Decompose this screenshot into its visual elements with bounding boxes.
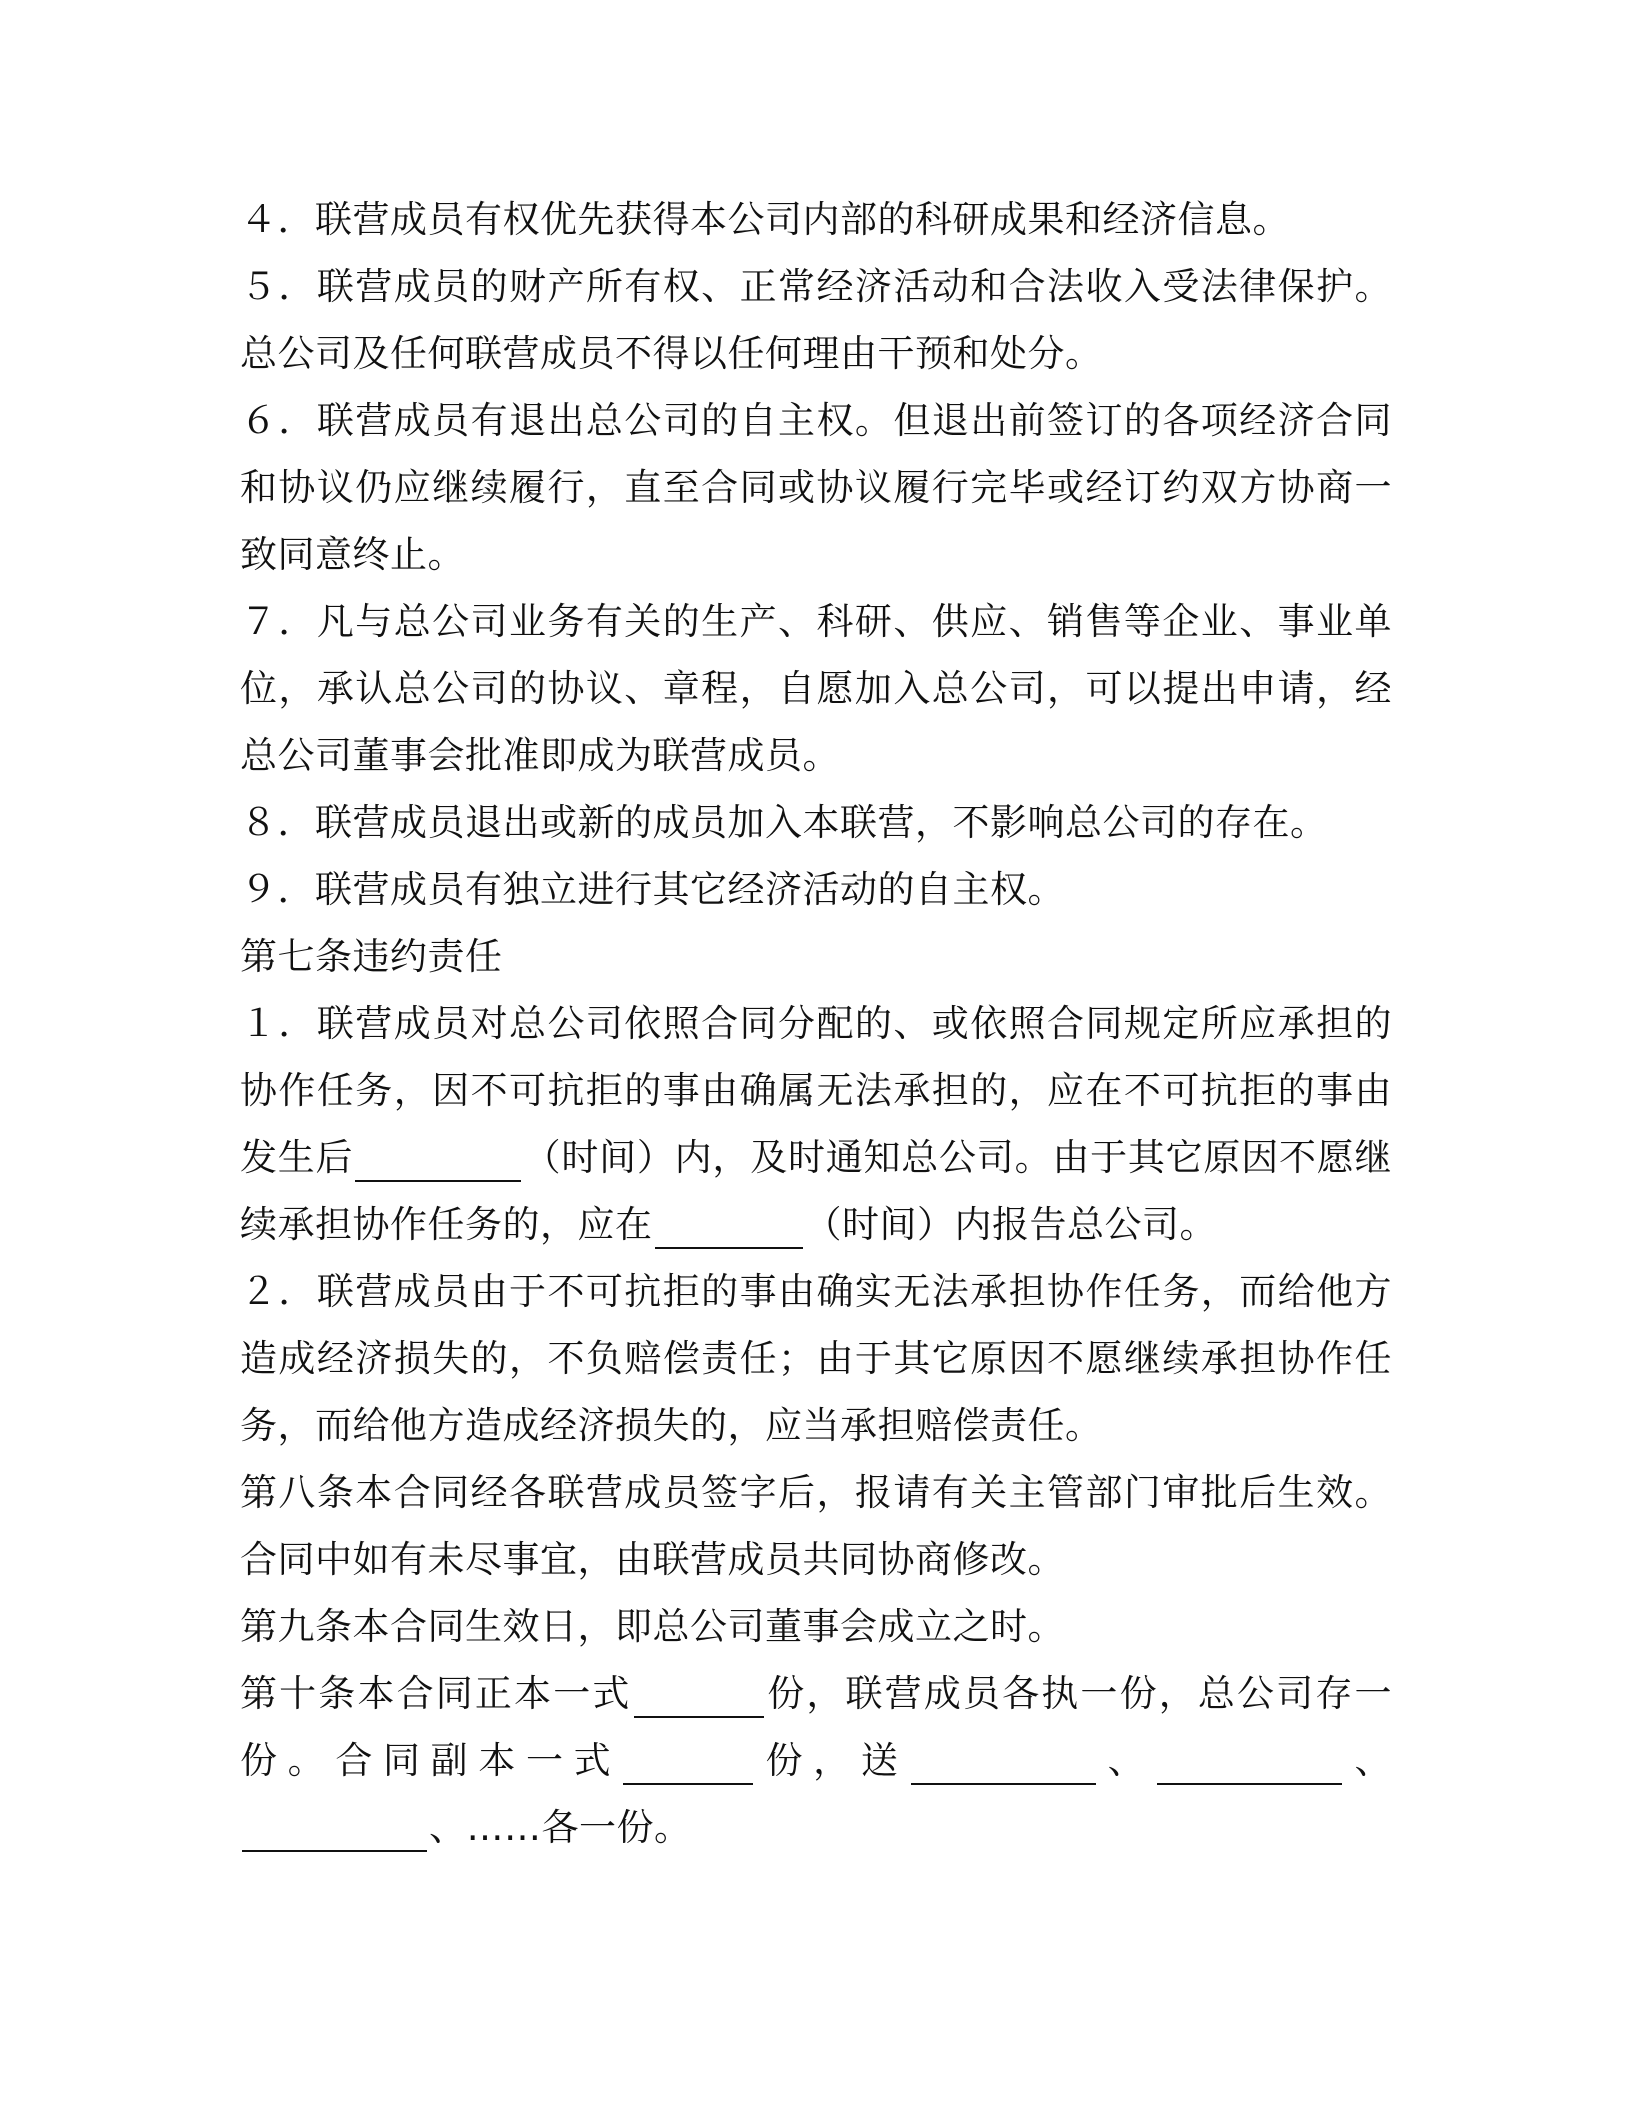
article-10-text-a: 第十条本合同正本一式 — [240, 1672, 632, 1715]
article-7-title: 第七条违约责任 — [240, 935, 503, 978]
document-page — [240, 186, 1392, 1861]
clause-8: ８．联营成员退出或新的成员加入本联营，不影响总公司的存在。 — [240, 801, 1328, 844]
time-blank-report[interactable] — [655, 1203, 803, 1249]
article-8: 第八条本合同经各联营成员签字后，报请有关主管部门审批后生效。合同中如有未尽事宜，由联营成员共同协商修改。 — [240, 1471, 1392, 1581]
clause-5: ５．联营成员的财产所有权、正常经济活动和合法收入受法律保护。总公司及任何联营成员不得以任何理由干预和处分。 — [240, 265, 1392, 375]
time-blank-notify[interactable] — [355, 1136, 521, 1182]
clause-4: ４．联营成员有权优先获得本公司内部的科研成果和经济信息。 — [240, 198, 1290, 241]
duplicate-copies-blank[interactable] — [623, 1739, 753, 1785]
article-10 — [240, 1660, 1392, 1861]
article-7-clause-1-text-b: （时间）内，及时通知总公司。由于其它原因不愿继续承担协作任务的，应在 — [240, 1136, 1393, 1246]
article-7-clause-2: ２．联营成员由于不可抗拒的事由确实无法承担协作任务，而给他方造成经济损失的，不负赔偿责任；由于其它原因不愿继续承担协作任务，而给他方造成经济损失的，应当承担赔偿责任。 — [240, 1270, 1392, 1447]
article-10-text-c: 份，送 — [755, 1739, 909, 1782]
separator: 、 — [1344, 1739, 1393, 1782]
article-7-clause-1-text-a: １．联营成员对总公司依照合同分配的、或依照合同规定所应承担的协作任务，因不可抗拒的事由确属无法承担的，应在不可抗拒的事由发生后 — [240, 1002, 1392, 1179]
article-9: 第九条本合同生效日，即总公司董事会成立之时。 — [240, 1605, 1065, 1648]
clause-9: ９．联营成员有独立进行其它经济活动的自主权。 — [240, 868, 1065, 911]
clause-6: ６．联营成员有退出总公司的自主权。但退出前签订的各项经济合同和协议仍应继续履行，直至合同或协议履行完毕或经订约双方协商一致同意终止。 — [240, 399, 1392, 576]
article-7-clause-1-text-c: （时间）内报告总公司。 — [804, 1203, 1217, 1246]
separator: 、 — [1097, 1739, 1156, 1782]
article-10-text-d: 各一份。 — [541, 1806, 692, 1849]
original-copies-blank[interactable] — [634, 1672, 764, 1718]
recipient-blank-3[interactable] — [242, 1806, 427, 1852]
recipient-blank-2[interactable] — [1157, 1739, 1342, 1785]
article-10-text-b: 份，联营成员各执一份，总公司存一份。合同副本一式 — [240, 1672, 1393, 1782]
ellipsis: 、…… — [429, 1806, 542, 1849]
recipient-blank-1[interactable] — [911, 1739, 1096, 1785]
article-7-clause-1 — [240, 990, 1392, 1258]
clause-7: ７．凡与总公司业务有关的生产、科研、供应、销售等企业、事业单位，承认总公司的协议、章程，自愿加入总公司，可以提出申请，经总公司董事会批准即成为联营成员。 — [240, 600, 1392, 777]
